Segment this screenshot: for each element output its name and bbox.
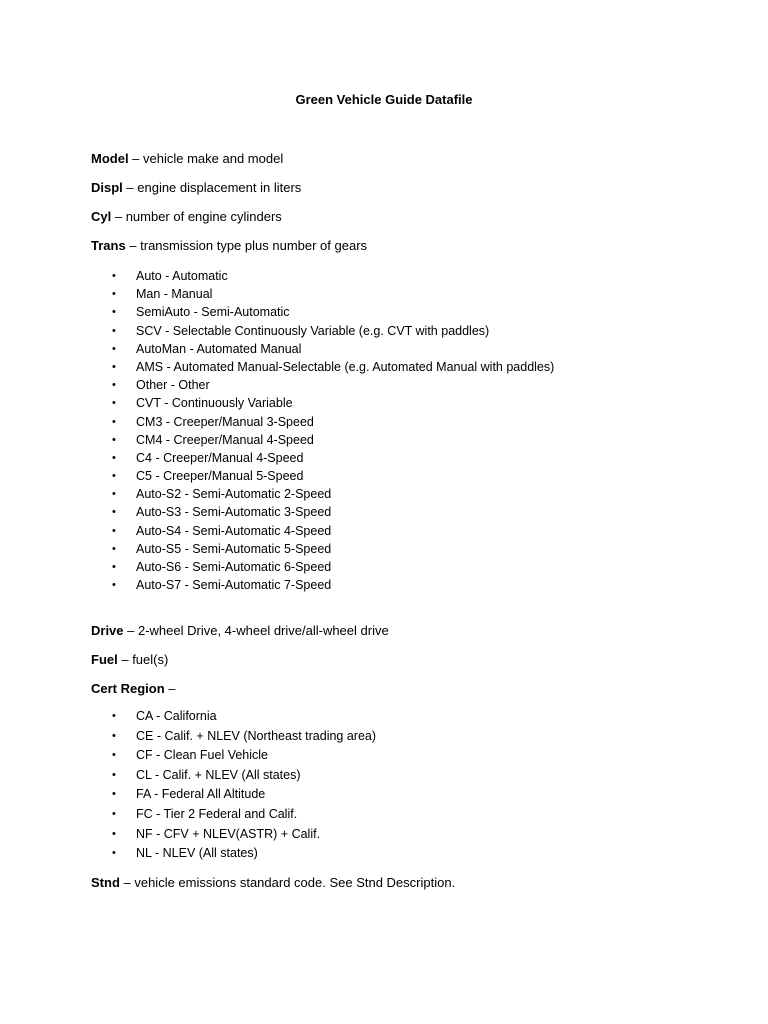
- field-term: Model: [91, 151, 129, 166]
- list-item-text: Man - Manual: [136, 287, 213, 302]
- list-item-text: NF - CFV + NLEV(ASTR) + Calif.: [136, 826, 321, 841]
- list-item-text: Auto-S4 - Semi-Automatic 4-Speed: [136, 523, 332, 538]
- bullet-icon: •: [112, 379, 116, 392]
- field-term: Fuel: [91, 652, 118, 667]
- list-item-text: Auto-S5 - Semi-Automatic 5-Speed: [136, 541, 332, 556]
- field-model: [91, 151, 283, 166]
- field-term: Cyl: [91, 209, 112, 224]
- bullet-icon: •: [112, 768, 116, 781]
- bullet-icon: •: [112, 415, 116, 428]
- bullet-icon: •: [112, 397, 116, 410]
- bullet-icon: •: [112, 579, 116, 592]
- list-item-text: AMS - Automated Manual-Selectable (e.g. Automated Manual with paddles): [136, 359, 555, 374]
- field-description: – number of engine cylinders: [111, 209, 282, 224]
- list-item-text: CE - Calif. + NLEV (Northeast trading area): [136, 728, 377, 743]
- field-term: Displ: [91, 180, 123, 195]
- bullet-icon: •: [112, 506, 116, 519]
- list-item-text: AutoMan - Automated Manual: [136, 341, 302, 356]
- bullet-icon: •: [112, 488, 116, 501]
- list-item-text: NL - NLEV (All states): [136, 846, 258, 861]
- field-stnd: [91, 875, 455, 890]
- bullet-icon: •: [112, 788, 116, 801]
- bullet-icon: •: [112, 324, 116, 337]
- list-item-text: Auto-S7 - Semi-Automatic 7-Speed: [136, 578, 332, 593]
- field-trans: [91, 238, 367, 253]
- document-title: Green Vehicle Guide Datafile: [295, 92, 473, 107]
- list-item-text: Auto - Automatic: [136, 269, 228, 283]
- list-item-text: SemiAuto - Semi-Automatic: [136, 305, 290, 320]
- bullet-icon: •: [112, 524, 116, 537]
- field-description: –: [164, 681, 176, 696]
- bullet-icon: •: [112, 470, 116, 483]
- bullet-icon: •: [112, 827, 116, 840]
- field-term: Trans: [91, 238, 126, 253]
- field-fuel: [91, 652, 168, 667]
- list-item-text: CL - Calif. + NLEV (All states): [136, 767, 301, 782]
- field-description: – 2-wheel Drive, 4-wheel drive/all-wheel drive: [123, 623, 389, 638]
- field-description: – engine displacement in liters: [122, 180, 302, 195]
- list-item-text: FA - Federal All Altitude: [136, 787, 266, 802]
- bullet-icon: •: [112, 306, 116, 319]
- list-item-text: SCV - Selectable Continuously Variable (e.g. CVT with paddles): [136, 323, 490, 338]
- list-item-text: C5 - Creeper/Manual 5-Speed: [136, 469, 304, 484]
- bullet-icon: •: [112, 729, 116, 742]
- bullet-icon: •: [112, 342, 116, 355]
- field-cert-region: [91, 681, 176, 696]
- list-item-text: Auto-S6 - Semi-Automatic 6-Speed: [136, 560, 332, 574]
- list-item-text: Auto-S2 - Semi-Automatic 2-Speed: [136, 487, 332, 502]
- bullet-icon: •: [112, 288, 116, 301]
- list-item-text: CF - Clean Fuel Vehicle: [136, 748, 269, 763]
- bullet-icon: •: [112, 433, 116, 446]
- list-item-text: C4 - Creeper/Manual 4-Speed: [136, 450, 304, 465]
- list-item-text: FC - Tier 2 Federal and Calif.: [136, 806, 298, 821]
- field-description: – vehicle make and model: [128, 151, 284, 166]
- bullet-icon: •: [112, 807, 116, 820]
- field-description: – vehicle emissions standard code. See Stnd Description.: [119, 875, 456, 890]
- bullet-icon: •: [112, 360, 116, 373]
- field-cyl: [91, 209, 282, 224]
- list-item-text: CA - California: [136, 709, 217, 723]
- list-item-text: CM4 - Creeper/Manual 4-Speed: [136, 432, 314, 447]
- field-description: – fuel(s): [117, 652, 169, 667]
- bullet-icon: •: [112, 710, 116, 722]
- bullet-icon: •: [112, 749, 116, 762]
- field-term: Stnd: [91, 875, 120, 890]
- list-item-text: CM3 - Creeper/Manual 3-Speed: [136, 414, 314, 429]
- bullet-icon: •: [112, 561, 116, 573]
- field-term: Drive: [91, 623, 124, 638]
- bullet-icon: •: [112, 847, 116, 860]
- list-item-text: Other - Other: [136, 378, 210, 393]
- field-displ: [91, 180, 301, 195]
- field-term: Cert Region: [91, 681, 165, 696]
- field-drive: [91, 623, 389, 638]
- bullet-icon: •: [112, 542, 116, 555]
- bullet-icon: •: [112, 451, 116, 464]
- list-item-text: Auto-S3 - Semi-Automatic 3-Speed: [136, 505, 332, 520]
- list-item-text: CVT - Continuously Variable: [136, 396, 293, 411]
- bullet-icon: •: [112, 270, 116, 282]
- field-description: – transmission type plus number of gears: [125, 238, 368, 253]
